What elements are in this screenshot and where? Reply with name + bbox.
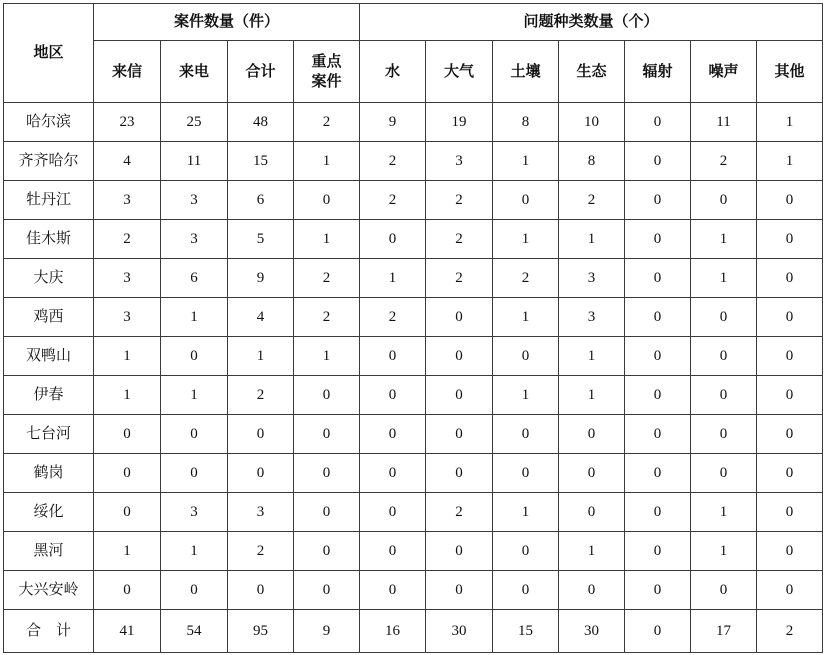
- value-cell: 1: [228, 337, 294, 376]
- value-cell: 0: [161, 415, 228, 454]
- region-cell: 大庆: [4, 259, 94, 298]
- value-cell: 11: [691, 103, 757, 142]
- table-row: [4, 103, 823, 142]
- value-cell: 1: [94, 337, 161, 376]
- value-cell: 1: [493, 298, 559, 337]
- value-cell: 1: [691, 220, 757, 259]
- value-cell: 0: [691, 376, 757, 415]
- value-cell: 0: [426, 298, 493, 337]
- value-cell: 0: [757, 259, 823, 298]
- value-cell: 0: [757, 454, 823, 493]
- value-cell: 0: [493, 181, 559, 220]
- table-row: [4, 493, 823, 532]
- value-cell: 2: [228, 532, 294, 571]
- value-cell: 0: [360, 532, 426, 571]
- complaint-statistics-table: [3, 3, 823, 653]
- region-cell: 鹤岗: [4, 454, 94, 493]
- value-cell: 0: [360, 493, 426, 532]
- value-cell: 3: [94, 259, 161, 298]
- region-cell: 大兴安岭: [4, 571, 94, 610]
- value-cell: 2: [426, 493, 493, 532]
- value-cell: 3: [426, 142, 493, 181]
- value-cell: 0: [757, 532, 823, 571]
- value-cell: 1: [94, 532, 161, 571]
- value-cell: 0: [757, 181, 823, 220]
- value-cell: 0: [360, 571, 426, 610]
- region-cell: 七台河: [4, 415, 94, 454]
- total-value-cell: 54: [161, 610, 228, 653]
- value-cell: 0: [161, 454, 228, 493]
- value-cell: 1: [294, 220, 360, 259]
- value-cell: 4: [228, 298, 294, 337]
- value-cell: 1: [559, 220, 625, 259]
- value-cell: 1: [691, 493, 757, 532]
- col-radiation-header: 辐射: [625, 41, 691, 103]
- total-row: [4, 610, 823, 653]
- value-cell: 0: [426, 376, 493, 415]
- value-cell: 2: [228, 376, 294, 415]
- value-cell: 3: [94, 298, 161, 337]
- value-cell: 0: [294, 532, 360, 571]
- value-cell: 9: [360, 103, 426, 142]
- region-cell: 佳木斯: [4, 220, 94, 259]
- value-cell: 0: [757, 298, 823, 337]
- value-cell: 3: [559, 259, 625, 298]
- value-cell: 19: [426, 103, 493, 142]
- value-cell: 0: [294, 571, 360, 610]
- value-cell: 5: [228, 220, 294, 259]
- value-cell: 0: [426, 415, 493, 454]
- value-cell: 0: [559, 493, 625, 532]
- total-value-cell: 15: [493, 610, 559, 653]
- value-cell: 0: [94, 454, 161, 493]
- region-cell: 哈尔滨: [4, 103, 94, 142]
- value-cell: 1: [161, 376, 228, 415]
- col-water-header: 水: [360, 41, 426, 103]
- total-value-cell: 95: [228, 610, 294, 653]
- value-cell: 2: [426, 259, 493, 298]
- table-row: [4, 142, 823, 181]
- region-cell: 黑河: [4, 532, 94, 571]
- value-cell: 1: [559, 337, 625, 376]
- value-cell: 2: [360, 298, 426, 337]
- value-cell: 0: [625, 493, 691, 532]
- region-cell: 双鸭山: [4, 337, 94, 376]
- value-cell: 2: [94, 220, 161, 259]
- table-body: [4, 103, 823, 653]
- issue-type-group-header: 问题种类数量（个）: [360, 4, 823, 41]
- value-cell: 0: [94, 415, 161, 454]
- value-cell: 25: [161, 103, 228, 142]
- value-cell: 0: [625, 415, 691, 454]
- value-cell: 4: [94, 142, 161, 181]
- value-cell: 3: [228, 493, 294, 532]
- value-cell: 1: [559, 532, 625, 571]
- value-cell: 0: [360, 454, 426, 493]
- value-cell: 8: [493, 103, 559, 142]
- col-ecology-header: 生态: [559, 41, 625, 103]
- value-cell: 10: [559, 103, 625, 142]
- value-cell: 0: [625, 103, 691, 142]
- value-cell: 1: [493, 376, 559, 415]
- value-cell: 6: [161, 259, 228, 298]
- value-cell: 0: [625, 142, 691, 181]
- col-key-cases-header: [294, 41, 360, 103]
- value-cell: 1: [757, 103, 823, 142]
- total-value-cell: 17: [691, 610, 757, 653]
- key-cases-line2: 案件: [311, 73, 342, 90]
- col-air-header: 大气: [426, 41, 493, 103]
- region-cell: 伊春: [4, 376, 94, 415]
- value-cell: 1: [294, 337, 360, 376]
- value-cell: 0: [757, 376, 823, 415]
- value-cell: 0: [625, 532, 691, 571]
- col-calls-header: 来电: [161, 41, 228, 103]
- table-row: [4, 298, 823, 337]
- region-cell: 齐齐哈尔: [4, 142, 94, 181]
- value-cell: 1: [493, 220, 559, 259]
- table-row: [4, 376, 823, 415]
- total-value-cell: 30: [559, 610, 625, 653]
- table-row: [4, 454, 823, 493]
- value-cell: 0: [94, 493, 161, 532]
- value-cell: 0: [559, 415, 625, 454]
- value-cell: 0: [228, 571, 294, 610]
- value-cell: 0: [625, 220, 691, 259]
- value-cell: 1: [559, 376, 625, 415]
- value-cell: 3: [94, 181, 161, 220]
- col-letters-header: 来信: [94, 41, 161, 103]
- region-cell: 鸡西: [4, 298, 94, 337]
- total-value-cell: 16: [360, 610, 426, 653]
- value-cell: 0: [426, 532, 493, 571]
- value-cell: 0: [625, 259, 691, 298]
- region-header: 地区: [4, 4, 94, 103]
- table-row: [4, 220, 823, 259]
- total-value-cell: 30: [426, 610, 493, 653]
- value-cell: 1: [360, 259, 426, 298]
- key-cases-line1: 重点: [311, 53, 342, 70]
- table-row: [4, 532, 823, 571]
- value-cell: 0: [625, 571, 691, 610]
- value-cell: 3: [559, 298, 625, 337]
- value-cell: 2: [294, 259, 360, 298]
- value-cell: 0: [493, 571, 559, 610]
- value-cell: 48: [228, 103, 294, 142]
- value-cell: 0: [691, 454, 757, 493]
- value-cell: 0: [493, 415, 559, 454]
- value-cell: 0: [426, 454, 493, 493]
- col-subtotal-header: 合计: [228, 41, 294, 103]
- value-cell: 0: [294, 415, 360, 454]
- value-cell: 0: [757, 415, 823, 454]
- value-cell: 0: [757, 493, 823, 532]
- value-cell: 1: [493, 142, 559, 181]
- value-cell: 3: [161, 220, 228, 259]
- value-cell: 0: [493, 337, 559, 376]
- value-cell: 3: [161, 181, 228, 220]
- value-cell: 0: [691, 571, 757, 610]
- value-cell: 1: [757, 142, 823, 181]
- value-cell: 2: [360, 142, 426, 181]
- table-container: [3, 3, 823, 653]
- value-cell: 2: [294, 298, 360, 337]
- value-cell: 0: [493, 532, 559, 571]
- table-row: [4, 337, 823, 376]
- value-cell: 0: [625, 376, 691, 415]
- value-cell: 2: [294, 103, 360, 142]
- value-cell: 1: [691, 259, 757, 298]
- value-cell: 2: [360, 181, 426, 220]
- col-soil-header: 土壤: [493, 41, 559, 103]
- value-cell: 0: [757, 220, 823, 259]
- value-cell: 0: [228, 454, 294, 493]
- total-value-cell: 41: [94, 610, 161, 653]
- col-noise-header: 噪声: [691, 41, 757, 103]
- value-cell: 0: [493, 454, 559, 493]
- value-cell: 1: [691, 532, 757, 571]
- value-cell: 3: [161, 493, 228, 532]
- value-cell: 1: [294, 142, 360, 181]
- value-cell: 2: [691, 142, 757, 181]
- col-other-header: 其他: [757, 41, 823, 103]
- region-cell: 绥化: [4, 493, 94, 532]
- value-cell: 1: [94, 376, 161, 415]
- total-value-cell: 2: [757, 610, 823, 653]
- value-cell: 0: [360, 376, 426, 415]
- value-cell: 23: [94, 103, 161, 142]
- value-cell: 0: [691, 337, 757, 376]
- value-cell: 0: [426, 337, 493, 376]
- table-row: [4, 571, 823, 610]
- region-cell: 牡丹江: [4, 181, 94, 220]
- value-cell: 0: [294, 493, 360, 532]
- value-cell: 2: [426, 220, 493, 259]
- value-cell: 0: [426, 571, 493, 610]
- value-cell: 0: [161, 337, 228, 376]
- value-cell: 0: [757, 337, 823, 376]
- table-row: [4, 181, 823, 220]
- value-cell: 0: [691, 415, 757, 454]
- value-cell: 0: [625, 337, 691, 376]
- value-cell: 11: [161, 142, 228, 181]
- value-cell: 6: [228, 181, 294, 220]
- value-cell: 1: [493, 493, 559, 532]
- value-cell: 0: [559, 454, 625, 493]
- table-row: [4, 415, 823, 454]
- value-cell: 0: [360, 220, 426, 259]
- total-value-cell: 9: [294, 610, 360, 653]
- value-cell: 0: [294, 454, 360, 493]
- value-cell: 9: [228, 259, 294, 298]
- value-cell: 0: [625, 181, 691, 220]
- value-cell: 15: [228, 142, 294, 181]
- value-cell: 0: [228, 415, 294, 454]
- value-cell: 0: [691, 181, 757, 220]
- value-cell: 2: [559, 181, 625, 220]
- value-cell: 0: [757, 571, 823, 610]
- value-cell: 8: [559, 142, 625, 181]
- value-cell: 0: [294, 181, 360, 220]
- value-cell: 0: [294, 376, 360, 415]
- value-cell: 0: [559, 571, 625, 610]
- value-cell: 2: [426, 181, 493, 220]
- total-label: 合 计: [4, 610, 94, 653]
- table-row: [4, 259, 823, 298]
- value-cell: 2: [493, 259, 559, 298]
- value-cell: 0: [691, 298, 757, 337]
- value-cell: 0: [360, 337, 426, 376]
- value-cell: 0: [94, 571, 161, 610]
- total-value-cell: 0: [625, 610, 691, 653]
- value-cell: 0: [161, 571, 228, 610]
- value-cell: 1: [161, 532, 228, 571]
- value-cell: 0: [625, 298, 691, 337]
- case-count-group-header: 案件数量（件）: [94, 4, 360, 41]
- value-cell: 1: [161, 298, 228, 337]
- value-cell: 0: [625, 454, 691, 493]
- value-cell: 0: [360, 415, 426, 454]
